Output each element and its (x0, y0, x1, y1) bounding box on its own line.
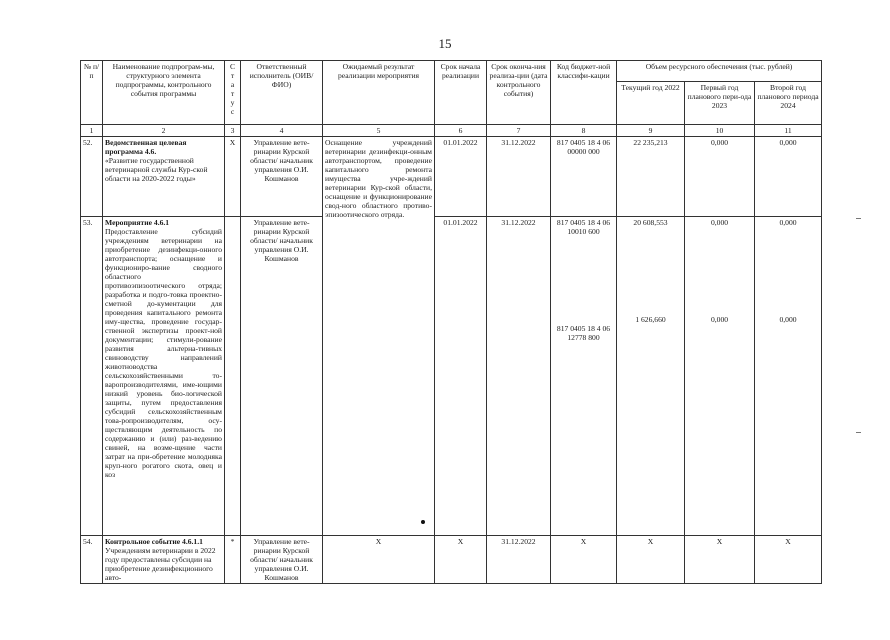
row-responsible: Управление вете-ринарии Курской области/ начальник управления О.И. Кошманов (241, 536, 323, 584)
header-plan-year2: Второй год планового периода 2024 (755, 82, 822, 125)
row-status: * (225, 536, 241, 584)
row-y2023 (685, 217, 755, 536)
row-end: 31.12.2022 (487, 217, 551, 536)
row-y2022: Х (617, 536, 685, 584)
row-num: 53. (81, 217, 103, 536)
table-row (81, 217, 822, 536)
row-start: Х (435, 536, 487, 584)
row-title: Контрольное событие 4.6.1.1 (105, 537, 203, 546)
row-code: 817 0405 18 4 06 00000 000 (551, 137, 617, 217)
page-number: 15 (438, 36, 452, 51)
table-row (81, 137, 822, 217)
scan-mark (856, 432, 861, 433)
row-start: 01.01.2022 (435, 217, 487, 536)
row-y2024: Х (755, 536, 822, 584)
col-number: 6 (435, 125, 487, 137)
header-expected: Ожидаемый результат реализации мероприятия (323, 61, 435, 125)
header-responsible: Ответственный исполнитель (ОИВ/ФИО) (241, 61, 323, 125)
row-end: 31.12.2022 (487, 137, 551, 217)
column-number-row (81, 125, 822, 137)
header-current-year: Текущий год 2022 (617, 82, 685, 125)
row-desc: Предоставление субсидий учреждениям ветеринарии на приобретение дезинфекци-онного автотранспорта; оснащение и функциониро-вание сводного областного противоэпизоотического отряда; разработка и подго-товка проектно-сметной до-кументации для проведения капитального ремонта иму-щества, проведение государ-ственной экспертизы проект-ной документации; стимули-рование развития альтерна-тивных свиноводству направлений животноводства сельскохозяйственными то-варопроизводителями, име-ющими низкий уровень био-логической защиты, путем предоставления субсидий сельскохозяйственным това-ропроизводителям, осу-ществляющим деятельность по содержанию и (или) раз-ведению свиней, на возме-щение части затрат на при-обретение молодняка круп-ного рогатого скота, овец и коз (105, 227, 222, 479)
row-code-2: 817 0405 18 4 06 12778 800 (556, 324, 611, 342)
header-status: С т а т у с (225, 61, 241, 125)
row-code (551, 217, 617, 536)
col-number: 2 (103, 125, 225, 137)
row-code-1: 817 0405 18 4 06 10010 600 (556, 218, 611, 236)
row-responsible: Управление вете-ринарии Курской области/ начальник управления О.И. Кошманов (241, 137, 323, 217)
row-title: Ведомственная целевая программа 4.6. (105, 138, 187, 156)
row-code: Х (551, 536, 617, 584)
col-number: 8 (551, 125, 617, 137)
row-name (103, 217, 225, 536)
row-y2024-a: 0,000 (779, 218, 797, 227)
header-plan-year1: Первый год планового пери-ода 2023 (685, 82, 755, 125)
row-end: 31.12.2022 (487, 536, 551, 584)
col-number: 9 (617, 125, 685, 137)
row-desc: «Развитие государственной ветеринарной службы Кур-ской области на 2020-2022 годы» (105, 156, 208, 183)
header-resources: Объем ресурсного обеспечения (тыс. рублей) (617, 61, 822, 82)
scan-speck (421, 520, 425, 524)
header-name: Наименование подпрограм-мы, структурного элемента подпрограммы, контрольного события программы (103, 61, 225, 125)
header-start: Срок начала реализации (435, 61, 487, 125)
row-status: Х (225, 137, 241, 217)
row-y2022-b: 1 626,660 (635, 315, 666, 324)
row-desc: Учреждениям ветеринарии в 2022 году предоставлены субсидии на приобретение дезинфекционного авто- (105, 546, 216, 582)
col-number: 7 (487, 125, 551, 137)
row-name (103, 137, 225, 217)
col-number: 11 (755, 125, 822, 137)
row-expected: Оснащение учреждений ветеринарии дезинфекци-онным автотранспортом, проведение капитального ремонта имущества учре-ждений ветеринарии Кур-ской области, оснащение и функционирование свод-ного областного противо-эпизоотического отряда. (323, 137, 435, 536)
row-y2022 (617, 217, 685, 536)
row-y2023: Х (685, 536, 755, 584)
row-name (103, 536, 225, 584)
row-expected: Х (323, 536, 435, 584)
row-num: 52. (81, 137, 103, 217)
row-num: 54. (81, 536, 103, 584)
row-y2022: 22 235,213 (617, 137, 685, 217)
table-row (81, 536, 822, 584)
row-title: Мероприятие 4.6.1 (105, 218, 170, 227)
col-number: 5 (323, 125, 435, 137)
header-end: Срок оконча-ния реализа-ции (дата контрольного события) (487, 61, 551, 125)
row-responsible: Управление вете-ринарии Курской области/ начальник управления О.И. Кошманов (241, 217, 323, 536)
row-status-empty (225, 217, 241, 536)
col-number: 10 (685, 125, 755, 137)
resource-table (80, 60, 822, 584)
header-num: № п/п (81, 61, 103, 125)
scan-mark (856, 218, 861, 219)
col-number: 3 (225, 125, 241, 137)
row-y2022-a: 20 608,553 (633, 218, 668, 227)
row-start: 01.01.2022 (435, 137, 487, 217)
header-row (81, 61, 822, 82)
row-y2024: 0,000 (755, 137, 822, 217)
header-budget-code: Код бюджет-ной классифи-кации (551, 61, 617, 125)
row-y2023: 0,000 (685, 137, 755, 217)
col-number: 4 (241, 125, 323, 137)
row-y2024 (755, 217, 822, 536)
row-y2023-b: 0,000 (710, 315, 729, 324)
row-y2024-b: 0,000 (779, 315, 797, 324)
row-y2023-a: 0,000 (710, 218, 729, 227)
col-number: 1 (81, 125, 103, 137)
